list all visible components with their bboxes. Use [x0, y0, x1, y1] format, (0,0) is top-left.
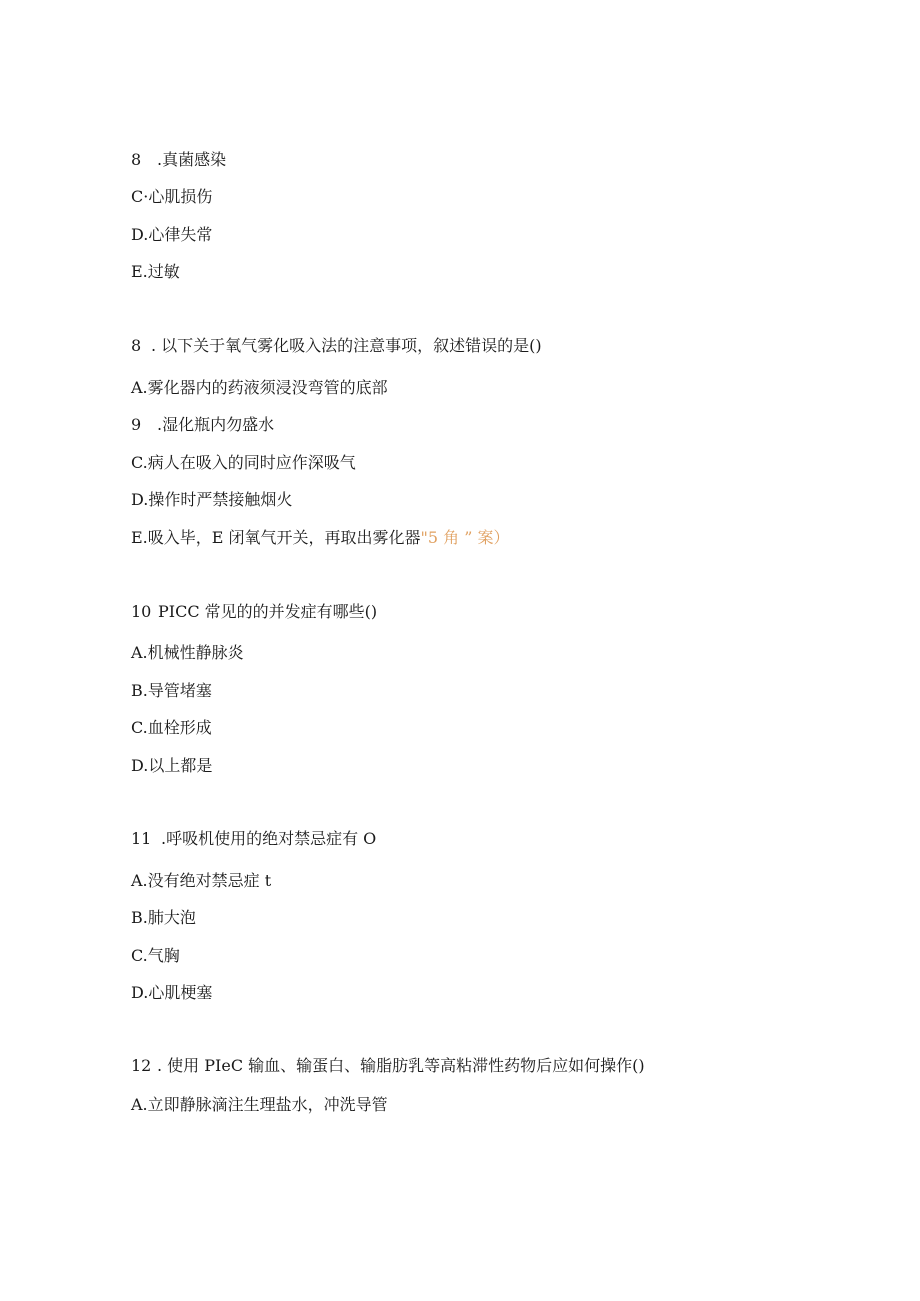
question-text: . 以下关于氧气雾化吸入法的注意事项，叙述错误的是() — [151, 336, 542, 355]
question-9-option-e — [131, 528, 510, 548]
option-text: C.血栓形成 — [131, 718, 212, 737]
question-9-option-b — [131, 415, 274, 435]
question-number: 11 — [131, 829, 152, 848]
option-text: C·心肌损伤 — [131, 187, 213, 206]
question-text: .呼吸机使用的绝对禁忌症有 O — [161, 829, 377, 848]
question-number: 12 — [131, 1056, 152, 1075]
option-text: B.肺大泡 — [131, 908, 196, 927]
option-text: C.病人在吸入的同时应作深吸气 — [131, 453, 356, 472]
question-11-option-d — [131, 983, 212, 1003]
question-12-option-a — [131, 1095, 388, 1115]
question-11-stem — [131, 829, 376, 849]
option-text: D.心肌梗塞 — [131, 983, 213, 1002]
option-text: E.吸入毕，E 闭氧气开关，再取出雾化器 — [131, 528, 421, 547]
question-11-option-a — [131, 871, 271, 891]
question-10-option-d — [131, 756, 212, 776]
question-9-option-c — [131, 453, 356, 473]
option-text: B.导管堵塞 — [131, 681, 212, 700]
option-text: A.没有绝对禁忌症 t — [131, 871, 272, 890]
question-8-option-e — [131, 262, 180, 282]
question-11-option-b — [131, 908, 196, 928]
question-10-option-c — [131, 718, 212, 738]
option-text: .湿化瓶内勿盛水 — [157, 415, 275, 434]
question-text: . 使用 PIeC 输血、输蛋白、输脂肪乳等高粘滞性药物后应如何操作() — [157, 1056, 645, 1075]
option-text: A.机械性静脉炎 — [131, 643, 244, 662]
option-text: A.雾化器内的药液须浸没弯管的底部 — [131, 378, 388, 397]
question-text: PICC 常见的的并发症有哪些() — [158, 602, 378, 621]
question-9-option-a — [131, 378, 388, 398]
question-8-stem — [131, 336, 542, 356]
question-number: 9 — [131, 415, 142, 434]
question-8-option-c — [131, 187, 212, 207]
question-10-option-a — [131, 643, 244, 663]
option-text: .真菌感染 — [157, 150, 227, 169]
question-12-stem — [131, 1056, 645, 1076]
option-text: E.过敏 — [131, 262, 180, 281]
question-8-option-b — [131, 150, 226, 170]
question-number: 8 — [131, 150, 142, 169]
question-10-option-b — [131, 681, 212, 701]
question-9-option-d — [131, 490, 292, 510]
question-10-stem — [131, 602, 377, 622]
faded-answer-text: "5 角 ” 案） — [420, 528, 510, 547]
option-text: A.立即静脉滴注生理盐水，冲洗导管 — [131, 1095, 388, 1114]
question-8-option-d — [131, 225, 212, 245]
question-11-option-c — [131, 946, 180, 966]
option-text: C.气胸 — [131, 946, 180, 965]
option-text: D.以上都是 — [131, 756, 213, 775]
option-text: D.心律失常 — [131, 225, 213, 244]
question-number: 8 — [131, 336, 142, 355]
question-number: 10 — [131, 602, 152, 621]
option-text: D.操作时严禁接触烟火 — [131, 490, 293, 509]
